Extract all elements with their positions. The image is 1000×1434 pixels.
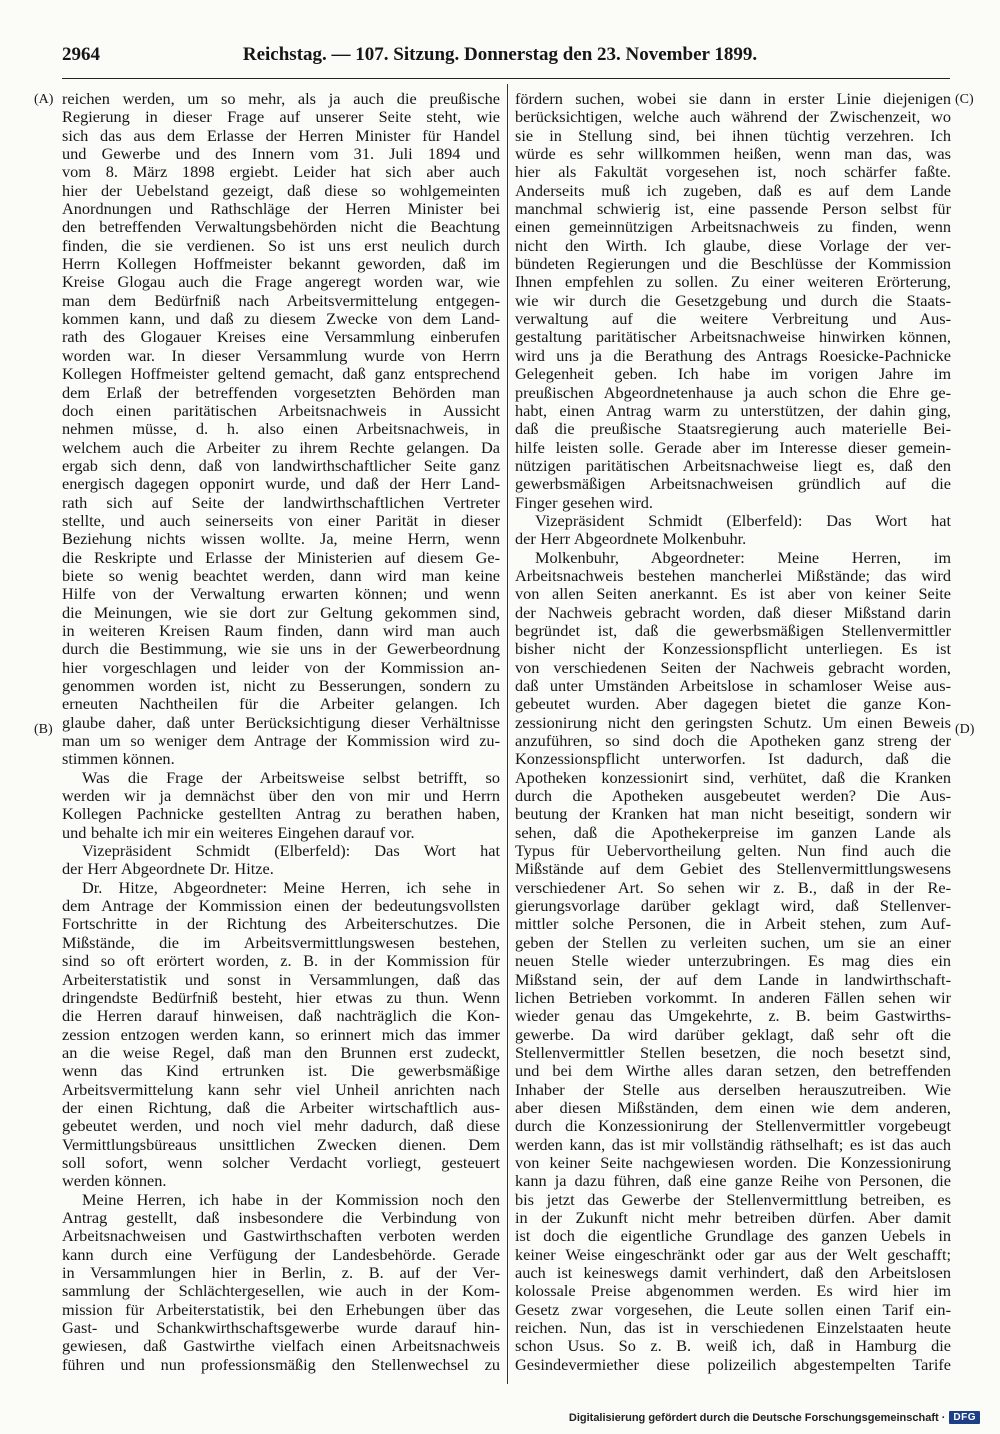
text-line: sehen, daß die Apothekerpreise im ganzen Lande als (515, 823, 951, 842)
text-line: Meine Herren, ich habe in der Kommission noch den (82, 1190, 500, 1209)
text-line: hier vorgeschlagen und leider von der Kommission an- (62, 658, 500, 677)
text-line: Vermittlungsbüreaus unsittlichen Zwecken dienen. Dem (62, 1135, 500, 1154)
text-line: kommen kann, und daß zu diesem Zwecke von dem Land- (62, 310, 500, 329)
text-line: sich das aus dem Erlasse der Herren Minister für Handel (62, 126, 500, 145)
text-line: nehmen müsse, d. h. also einen Arbeitsnachweis, in (62, 420, 500, 439)
text-line: reichen. Nun, das ist in verschiedenen Einzelstaaten heute (515, 1319, 951, 1338)
text-line: führen und nun professionsmäßig den Stellenwechsel zu (62, 1355, 500, 1374)
text-line: einen gemeinnützigen Arbeitsnachweis zu finden, wenn (515, 218, 951, 237)
text-line: Vizepräsident Schmidt (Elberfeld): Das Wort hat (535, 511, 951, 530)
text-line: daß die preußische Staatsregierung auch materielle Bei- (515, 420, 951, 439)
text-line: dem Antrage der Kommission einen der bedeutungsvollsten (62, 897, 500, 916)
text-line: gewerbe. Da wird darüber geklagt, daß sehr oft die (515, 1025, 951, 1044)
text-line: hier als Fakultät vorgesehen ist, noch schärfer faßte. (515, 163, 951, 182)
text-line: werden können. (62, 1172, 167, 1191)
text-line: gewiesen, daß Gastwirthe vielfach einen Arbeitsnachweis (62, 1337, 500, 1356)
text-line: stellte, und auch seinerseits von einer Parität in dieser (62, 511, 500, 530)
text-line: begründet ist, daß die gewerbsmäßigen Stellenvermittler (515, 621, 951, 640)
text-line: Arbeitsnachweisen und Gastwirthschaften verboten werden (62, 1227, 500, 1246)
text-line: gebeutet werden, und noch viel mehr dadurch, daß diese (62, 1117, 500, 1136)
text-line: Herrn Kollegen Hoffmeister bekannt geworden, daß im (62, 255, 500, 274)
text-line: fördern suchen, wobei sie dann in erster Linie diejenigen (515, 90, 951, 108)
text-line: den betreffenden Verwaltungsbehörden nicht die Beachtung (62, 218, 500, 237)
text-line: und Gewerbe und des Innern vom 31. Juli 1894 und (62, 145, 500, 164)
text-line: glaube daher, daß unter Berücksichtigung dieser Verhältnisse (62, 713, 500, 732)
text-line: in weiteren Kreisen Raum finden, dann wird man auch (62, 621, 500, 640)
text-line: Mißstände, die im Arbeitsvermittlungswesen bestehen, (62, 933, 500, 952)
text-line: wenn das Kind ertrunken ist. Die gewerbsmäßige (62, 1062, 500, 1081)
text-line: von keiner Seite nachgewiesen worden. Die Konzessionirung (515, 1153, 951, 1172)
text-line: in der Zukunft nicht mehr betreiben dürfen. Aber damit (515, 1208, 951, 1227)
text-line: preußischen Abgeordnetenhause ja auch schon die Ehre ge- (515, 383, 951, 402)
text-line: genommen worden ist, nicht zu Besserungen, sondern zu (62, 677, 500, 695)
text-line: der Herr Abgeordnete Dr. Hitze. (62, 860, 274, 879)
text-line: Gelegenheit geben. Ich habe im vorigen Jahre im (515, 365, 951, 384)
text-line: gebeutet wurden. Aber dagegen bietet die ganze Kon- (515, 695, 951, 714)
margin-marker-c: (C) (955, 92, 974, 107)
text-line: in Versammlungen hier in Berlin, z. B. auf der Ver- (62, 1264, 500, 1282)
text-line: schon Usus. So z. B. weiß ich, daß in Hamburg die (515, 1337, 951, 1356)
running-header-title: Reichstag. — 107. Sitzung. Donnerstag den 23. November 1899. (242, 44, 758, 65)
footer-credit-text: Digitalisierung gefördert durch die Deutsche Forschungsgemeinschaft · (568, 1411, 946, 1424)
text-line: und bei dem Wirthe alles daran setzen, den betreffenden (515, 1062, 951, 1081)
text-line: lichen Betrieben vorkommt. In anderen Fällen sehen wir (515, 988, 951, 1007)
text-line: der Nachweis gebracht worden, daß dieser Mißstand darin (515, 603, 951, 622)
text-line: gewerbsmäßigen Arbeitsnachweisen gründlich auf die (515, 475, 951, 494)
text-line: welchem auch die Arbeiter zu ihrem Rechte gelangen. Da (62, 438, 500, 457)
text-line: rath sich auf Seite der landwirthschaftlichen Vertreter (62, 493, 500, 512)
text-line: Vizepräsident Schmidt (Elberfeld): Das Wort hat (82, 842, 500, 861)
text-line: verwaltung auf die weitere Verbreitung und Aus- (515, 310, 951, 329)
text-line: Arbeiterstatistik und sonst in Versammlungen, daß das (62, 970, 500, 989)
left-text-column (62, 90, 500, 1374)
text-line: Molkenbuhr, Abgeordneter: Meine Herren, im (535, 548, 951, 567)
text-line: stimmen können. (62, 750, 175, 769)
text-line: nicht den Wirth. Ich glaube, diese Vorlage der ver- (515, 236, 951, 255)
text-line: sammlung der Schlächtergesellen, wie auch in der Kom- (62, 1282, 500, 1301)
text-line: keiner Weise eingeschränkt oder gar aus der Welt geschafft; (515, 1245, 951, 1264)
text-line: Regierung in dieser Frage auf unserer Seite steht, wie (62, 108, 500, 127)
text-line: Anderseits muß ich zugeben, daß es auf dem Lande (515, 181, 951, 200)
text-line: bündeten Regierungen und die Beschlüsse der Kommission (515, 255, 951, 274)
text-line: Mißstand sein, der auf dem Lande in landwirthschaft- (515, 970, 951, 989)
text-line: bisher nicht der Konzessionspflicht unterliegen. Es ist (515, 640, 951, 659)
text-line: man dem Bedürfniß nach Arbeitsvermittelung entgegen- (62, 291, 500, 310)
text-line: die Meinungen, wie sie dort zur Geltung gekommen sind, (62, 603, 500, 622)
text-line: durch die Bestimmung, wie sie uns in der Gewerbeordnung (62, 640, 500, 659)
text-line: hier der Uebelstand gezeigt, daß diese so wohlgemeinten (62, 181, 500, 200)
margin-marker-a: (A) (34, 92, 54, 107)
margin-marker-d: (D) (955, 722, 975, 737)
text-line: vom 8. März 1898 ergiebt. Leider hat sich aber auch (62, 163, 500, 182)
text-line: Ihnen empfehlen zu sollen. Zu einer weiteren Erörterung, (515, 273, 951, 292)
text-line: Gesetz zwar vorgesehen, die Leute sollen einen Tarif ein- (515, 1300, 951, 1319)
right-text-column (515, 90, 951, 1374)
text-line: Antrag gestellt, daß insbesondere die Verbindung von (62, 1208, 500, 1227)
column-divider (507, 84, 508, 1384)
text-line: gierungsvorlage darüber geklagt wird, daß Stellenver- (515, 897, 951, 916)
text-line: kolossale Preise abgenommen werden. Es wird hier im (515, 1282, 951, 1301)
text-line: Anordnungen und Rathschläge der Herren Minister bei (62, 200, 500, 219)
text-line: zessionirung nicht den geringsten Schutz. Um einen Beweis (515, 713, 951, 732)
text-line: werden kann, das ist mir vollständig räthselhaft; es ist das auch (515, 1135, 951, 1154)
text-line: aber diesen Mißständen, dem einen wie dem anderen, (515, 1098, 951, 1117)
text-line: daß unter Umständen Arbeitslose in schamloser Weise aus- (515, 677, 951, 695)
text-line: beutung der Kranken hat man nicht beseitigt, sondern wir (515, 805, 951, 824)
text-line: Konzessionspflicht unterworfen. Ist dadurch, daß die (515, 750, 951, 769)
text-line: Gesindevermiether diese polizeilich abgestempelten Tarife (515, 1355, 951, 1374)
text-line: habt, einen Antrag warm zu unterstützen, der dahin ging, (515, 401, 951, 420)
text-line: wird uns ja die Berathung des Antrags Roesicke-Pachnicke (515, 346, 951, 365)
text-line: kann ja dazu führen, daß eine ganze Reihe von Personen, die (515, 1172, 951, 1191)
text-line: würde es sehr willkommen heißen, wenn man das, was (515, 145, 951, 164)
text-line: auch ist keineswegs damit verhindert, daß den Arbeitslosen (515, 1264, 951, 1282)
text-line: mission für Arbeiterstatistik, bei den Erhebungen über das (62, 1300, 500, 1319)
text-line: die Herren darauf hinweisen, daß nachträglich die Kon- (62, 1007, 500, 1026)
text-line: Arbeitsnachweis bestehen mancherlei Mißstände; das wird (515, 566, 951, 585)
text-line: mittler solche Personen, die in Arbeit stehen, zum Auf- (515, 915, 951, 934)
text-line: Beziehung nichts wissen wollte. Ja, meine Herrn, wenn (62, 530, 500, 549)
text-line: dringendste Bedürfniß besteht, hier etwas zu thun. Wenn (62, 988, 500, 1007)
text-line: hilfe leisten solle. Gerade aber im Interesse dieser gemein- (515, 438, 951, 457)
text-line: werden wir ja demnächst über den von mir und Herrn (62, 787, 500, 806)
text-line: Fortschritte in der Richtung des Arbeiterschutzes. Die (62, 915, 500, 934)
text-line: nützigen paritätischen Arbeitsnachweise liegt es, daß den (515, 456, 951, 475)
text-line: Arbeitsvermittelung kann sehr viel Unheil anrichten nach (62, 1080, 500, 1099)
page-number: 2964 (62, 44, 100, 65)
dfg-logo: DFG (949, 1411, 980, 1424)
text-line: Stellenvermittler Stellen besetzen, die noch besetzt sind, (515, 1043, 951, 1062)
text-line: sie in Stellung sind, bei ihnen tüchtig verzehren. Ich (515, 126, 951, 145)
text-line: erneuten Nachtheilen für die Arbeiter gelangen. Ich (62, 695, 500, 714)
text-line: neuen Stelle wieder unterzubringen. Es mag dies ein (515, 952, 951, 971)
text-line: an die weise Regel, daß man den Brunnen erst zudeckt, (62, 1043, 500, 1062)
text-line: der einen Richtung, daß die Arbeiter wirtschaftlich aus- (62, 1098, 500, 1117)
text-line: Typus für Uebervortheilung gelten. Nun find auch die (515, 842, 951, 861)
text-line: bis jetzt das Gewerbe der Stellenvermittlung betreiben, es (515, 1190, 951, 1209)
text-line: Hilfe von der Verwaltung erwarten können; und wenn (62, 585, 500, 604)
text-line: der Herr Abgeordnete Molkenbuhr. (515, 530, 747, 549)
header-rule (62, 78, 950, 79)
text-line: finden, die sie verdienen. So ist uns erst neulich durch (62, 236, 500, 255)
text-line: doch einen paritätischen Arbeitsnachweis in Aussicht (62, 401, 500, 420)
text-line: Mißstände auf dem Gebiet des Stellenvermittlungswesens (515, 860, 951, 879)
text-line: biete so wenig beachtet werden, dann wird man keine (62, 566, 500, 585)
text-line: durch die Apotheken ausgebeutet werden? Die Aus- (515, 787, 951, 806)
text-line: durch die Konzessionirung der Stellenvermittler vorgebeugt (515, 1117, 951, 1136)
text-line: berücksichtigen, welche auch während der Zwischenzeit, wo (515, 108, 951, 127)
footer (569, 1411, 980, 1424)
text-line: geben der Stellen zu verleiten suchen, um sie an einer (515, 933, 951, 952)
text-line: und behalte ich mir ein weiteres Eingehen darauf vor. (62, 823, 415, 842)
text-line: sind so oft erörtert worden, z. B. in der Kommission für (62, 952, 500, 971)
text-line: Kollegen Pachnicke gestellten Antrag zu berathen haben, (62, 805, 500, 824)
text-line: Was die Frage der Arbeitsweise selbst betrifft, so (82, 768, 500, 787)
text-line: gestaltung paritätischer Arbeitsnachweise hinwirken können, (515, 328, 951, 347)
margin-marker-b: (B) (34, 722, 53, 737)
text-line: von verschiedenen Seiten der Nachweis gebracht worden, (515, 658, 951, 677)
text-line: verschiedener Art. So sehen wir z. B., daß in der Re- (515, 878, 951, 897)
text-line: ist doch die eigentliche Grundlage des ganzen Uebels in (515, 1227, 951, 1246)
text-line: reichen werden, um so mehr, als ja auch die preußische (62, 90, 500, 108)
text-line: dem Erlaß der betreffenden vorgesetzten Behörden man (62, 383, 500, 402)
text-line: rath des Glogauer Kreises eine Versammlung einberufen (62, 328, 500, 347)
text-line: manchmal schwierig ist, eine passende Person selbst für (515, 200, 951, 219)
text-line: Apotheken konzessionirt sind, verhütet, daß die Kranken (515, 768, 951, 787)
text-line: Kreise Glogau auch die Frage angeregt worden war, wie (62, 273, 500, 292)
text-line: Inhaber der Stelle aus derselben herauszutreiben. Wie (515, 1080, 951, 1099)
text-line: Kollegen Hoffmeister geltend gemacht, daß ganz entsprechend (62, 365, 500, 384)
text-line: zession entzogen werden kann, so erinnert mich das immer (62, 1025, 500, 1044)
text-line: ergab sich denn, daß von landwirthschaftlicher Seite ganz (62, 456, 500, 475)
text-line: anzuführen, so sind doch die Apotheken ganz streng der (515, 732, 951, 751)
text-line: die Reskripte und Erlasse der Ministerien auf diesem Ge- (62, 548, 500, 567)
text-line: wie wir durch die Gesetzgebung und durch die Staats- (515, 291, 951, 310)
text-line: von allen Seiten anerkannt. Es ist aber von keiner Seite (515, 585, 951, 604)
text-line: kann durch eine Verfügung der Landesbehörde. Gerade (62, 1245, 500, 1264)
text-line: soll sofort, wenn solcher Verdacht vorliegt, gesteuert (62, 1153, 500, 1172)
text-line: man um so weniger dem Antrage der Kommission wird zu- (62, 732, 500, 751)
text-line: wieder genau das Umgekehrte, z. B. beim Gastwirths- (515, 1007, 951, 1026)
text-line: Dr. Hitze, Abgeordneter: Meine Herren, ich sehe in (82, 878, 500, 897)
text-line: Gast- und Schankwirthschaftsgewerbe wurde darauf hin- (62, 1319, 500, 1338)
text-line: energisch dagegen opponirt wurde, und daß der Herr Land- (62, 475, 500, 494)
text-line: worden war. In dieser Versammlung wurde von Herrn (62, 346, 500, 365)
text-line: Finger gesehen wird. (515, 493, 653, 512)
